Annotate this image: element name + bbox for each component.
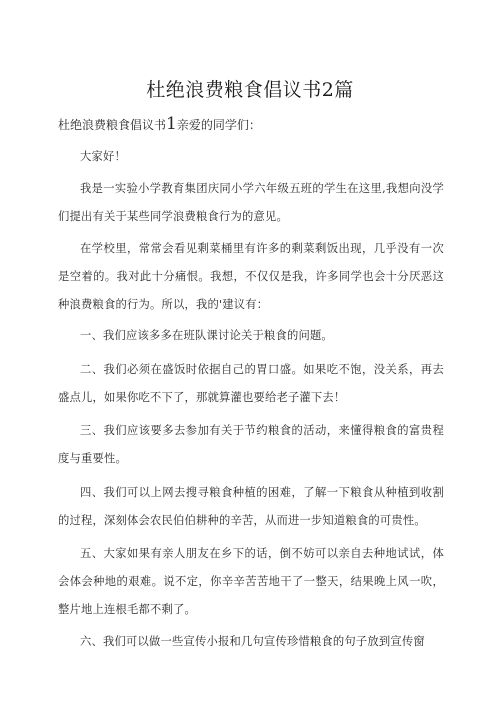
subtitle-number: 1 [166,114,177,134]
document-title: 杜绝浪费粮食倡议书2篇 [146,79,354,101]
paragraph-greeting: 大家好！ [80,150,126,163]
paragraph-observation: 在学校里，常常会看见剩菜桶里有许多的剩菜剩饭出现，几乎没有一次是空着的。我对此十分痛恨。我想，不仅仅是我，许多同学也会十分厌恶这种浪费粮食的行为。所以，我的'建议有： [58,242,444,311]
paragraph-suggestion-2: 二、我们必须在盛饭时依据自己的胃口盛。如果吃不饱，没关系，再去盛点儿，如果你吃不下了，那就算灌也要给老子灌下去！ [58,363,444,404]
paragraph-suggestion-6: 六、我们可以做一些宣传小报和几句宣传珍惜粮食的句子放到宣传窗 [80,635,425,648]
paragraph-suggestion-4: 四、我们可以上网去搜寻粮食种植的困难，了解一下粮食从种植到收割的过程，深刻体会农民伯伯耕种的辛苦，从而进一步知道粮食的可贵性。 [58,486,444,527]
paragraph-suggestion-1: 一、我们应该多多在班队课讨论关于粮食的问题。 [80,329,333,342]
paragraph-intro: 我是一实验小学教育集团庆同小学六年级五班的学生在这里,我想向没学们提出有关于某些同学浪费粮食行为的意见。 [58,182,444,223]
subtitle-greeting: 亲爱的同学们： [176,118,261,132]
subtitle-prefix: 杜绝浪费粮食倡议书 [58,118,167,132]
paragraph-suggestion-5: 五、大家如果有亲人朋友在乡下的话，倒不妨可以亲自去种地试试，体会体会种地的艰难。说不定，你辛辛苦苦地干了一整天，结果晚上风一吹，整片地上连根毛都不剩了。 [58,547,444,616]
paragraph-suggestion-3: 三、我们应该要多去参加有关于节约粮食的活动，来懂得粮食的富贵程度与重要性。 [58,424,444,465]
document-subtitle [58,112,261,137]
